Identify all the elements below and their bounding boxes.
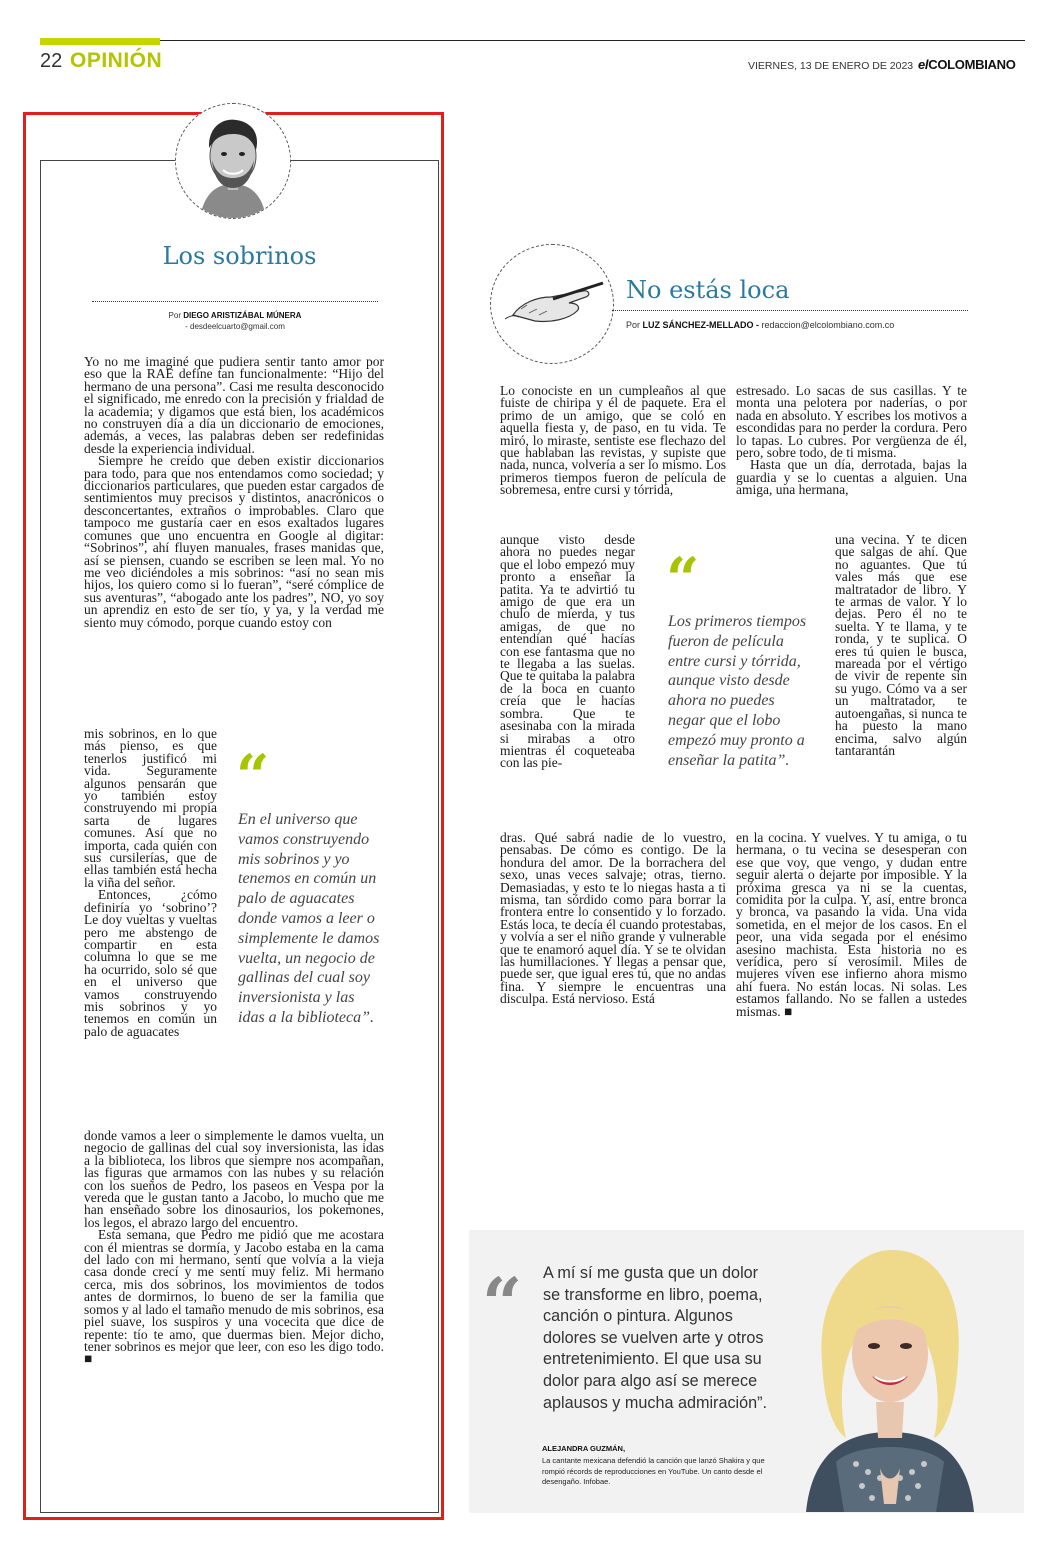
featured-quote: A mí sí me gusta que un dolor se transforme en libro, poema, canción o pintura. Algunos dolores se vuelven arte y otros entretenimiento. El que usa su dolor para algo así se merece aplausos y mucha admiración”. [543,1264,768,1412]
section-accent-bar [40,38,160,45]
paragraph: Siempre he creído que deben existir diccionarios para todo, para que nos entendamos como sociedad; y diccionarios particulares, que pueden estar cargados de sentimientos muy precisos y distintos, anacrónicos o desconcertantes, extraños o improbables. Claro que tampoco me gustaría caer en esos exaltados lugares comunes que uno encuentra en Google al digitar: “Sobrinos”, ahí fluyen manuales, frases manidas que, así se piensen, cuando se escriben se leen mal. Yo no me veo diciéndoles a mis sobrinos: “así no sean mis hijos, los quiero como si lo fueran”, “seré cómplice de sus aventuras”, “abogado ante los padres”, NO, yo soy un aprendiz en esto de ser tío, y ya, y la verdad me siento muy cómodo, porque cuando estoy con [84,453,384,630]
pull-quote: En el universo que vamos construyendo mis sobrinos y yo tenemos en común un palo de aguacates donde vamos a leer o simplemente le damos vuelta, un negocio de gallinas del cual soy inversionista y las idas a la biblioteca”. [238,811,380,1026]
article-title: Los sobrinos [162,242,317,270]
article-body-col2-bottom [736,832,967,1018]
article-title: No estás loca [626,276,790,304]
paragraph: Esta semana, que Pedro me pidió que me acostara con él mientras se dormía, y Jacobo estaba en la cama del lado con mi hermano, sentí que volvía a la vieja casa donde crecí y me sentí muy feliz. Mi hermano cerca, mis dos sobrinos, los movimientos de todos antes de dormirnos, lo bueno de ser la familia que somos y al lado el tamaño menudo de mis sobrinos, esa piel suave, los suspiros y una vocecita que dice de repente: tío te amo, que duermas bien. Mejor dicho, tener sobrinos es mejor que leer, con eso les digo todo. ■ [84,1227,384,1367]
section-title: OPINIÓN [70,49,163,72]
article-body-bottom [84,1130,384,1366]
article-body-col2-narrow [835,534,967,757]
paragraph: Yo no me imaginé que pudiera sentir tanto amor por eso que la RAE define tan funcionalmente: “Hijo del hermano de una persona”. Casi me resulta desconocido el significado, me enredo con la precisión y frialdad de la academia; y digamos que está bien, los académicos no construyen día a día un diccionario de emociones, además, a veces, las palabras deben ser redefinidas desde la experiencia individual. [84,354,384,456]
pen-hand-icon [490,244,614,364]
paragraph: donde vamos a leer o simplemente le damos vuelta, un negocio de gallinas del cual soy inversionista, las idas a la biblioteca, los libros que siempre nos acompañan, las figuras que armamos con las nubes y su relación con los sueños de Pedro, los paseos en Vespa por la vereda que le gustan tanto a Jacobo, lo mucho que me han enseñado sobre los dinosaurios, los pokemones, los legos, el abrazo largo del encuentro. [84,1128,384,1230]
article-body-narrow [84,728,217,1038]
newspaper-logo: elCOLOMBIANO [918,57,1016,72]
quote-mark-icon: “ [666,545,700,613]
paragraph: Entonces, ¿cómo definiría yo ‘sobrino’? Le doy vueltas y vueltas pero me abstengo de compartir en esta columna lo que se me ha ocurrido, solo sé que en el universo que vamos construyendo mis sobrinos y yo tenemos en común un palo de aguacates [84,887,217,1039]
paragraph: mis sobrinos, en lo que más pienso, es que tenerlos justificó mi vida. Seguramente algunos pensarán que yo también estoy construyendo mi propia sarta de lugares comunes. Así que no importa, cada quién con sus cursilerías, que de ellas también está hecha la viña del señor. [84,726,217,890]
page-number: 22 [40,50,63,72]
quote-mark-icon: “ [482,1262,523,1345]
paragraph: aunque visto desde ahora no puedes negar que el lobo empezó muy pronto a enseñar la patita. Ya te advirtió tu amigo de que era un chulo de mierda, y tus amigas, de que no entendían qué hacías con ese fantasma que no te llegaba a las suelas. Que te quitaba la palabra de la boca en cuanto creía que le hacías sombra. Que te asesinaba con la mirada si mirabas a otro mientras él coqueteaba con las pie- [500,532,635,771]
author-portrait [175,103,291,219]
quote-author: ALEJANDRA GUZMÁN, [542,1444,626,1453]
quote-mark-icon: “ [236,742,270,810]
article-body-col1-narrow [500,534,635,770]
dotted-divider [612,310,968,311]
paragraph: en la cocina. Y vuelves. Y tu amiga, o tu hermana, o tu vecina se desesperan con ese que voy, que vengo, y dudan entre seguir alerta o dejarte por imposible. Y la próxima gresca ya ni se la cuentas, comidita por la culpa. Y, así, entre bronca y bronca, va pasando la vida. Una vida sometida, en el mejor de los casos. En el peor, una vida segada por el enésimo asesino machista. Esta historia no es verídica, pero sí verosímil. Miles de mujeres viven ese infierno ahora mismo ahí fuera. No están locas. Ni solas. Les estamos fallando. No se fallen a ustedes mismas. ■ [736,830,967,1019]
header-rule [40,40,1025,41]
paragraph: dras. Qué sabrá nadie de lo vuestro, pensabas. De cómo es contigo. De la hondura del amor. De la borrachera del sexo, unas veces salvaje; otras, tierno. Demasiadas, y esto te lo niegas hasta a ti misma, tan sórdido como para borrar la frontera entre lo consentido y lo forzado. Estás loca, te decía él cuando protestabas, y volvía a ser el niño grande y vulnerable que te enamoró aquel día. Y se te olvidan las humillaciones. Y llegas a pensar que, puede ser, que igual eres tú, que no andas fina. Y siempre le encuentras una disculpa. Está nervioso. Está [500,830,726,1007]
pull-quote: Los primeros tiempos fueron de película entre cursi y tórrida, aunque visto desde ahora no puedes negar que el lobo empezó muy pronto a enseñar la patita”. [668,613,807,769]
paragraph: Lo conociste en un cumpleaños al que fuiste de chiripa y él de paquete. Era el primo de un amigo, que se coló en aquella fiesta y, de paso, en tu vida. Te miró, lo miraste, sentiste ese flechazo del que hablaban las revistas, y supiste que nada, nunca, volvería a ser lo mismo. Los primeros tiempos fueron de película de sobremesa, entre cursi y tórrida, [500,383,726,498]
article-body-col1-bottom [500,832,726,1006]
paragraph: una vecina. Y te dicen que salgas de ahí. Que no aguantes. Que tú vales más que ese maltratador de libro. Y te armas de valor. Y lo dejas. Pero él no te suelta. Y te llama, y te ronda, y te suplica. O eres tú quien le busca, mareada por el vértigo de vivir de repente sin su yugo. Cómo va a ser un maltratador, te autoengañas, si nunca te ha puesto la mano encima, salvo algún tantarantán [835,532,967,758]
paragraph: Hasta que un día, derrotada, bajas la guardia y se lo cuentas a alguien. Una amiga, una hermana, [736,457,967,498]
article-body-top [84,356,384,629]
article-byline: Por DIEGO ARISTIZÁBAL MÚNERA - desdeelcuarto@gmail.com [168,311,302,331]
article-byline: Por LUZ SÁNCHEZ-MELLADO - redaccion@elcolombiano.com.co [626,320,895,330]
article-body-col2-top [736,385,967,497]
dotted-divider [92,301,378,302]
singer-photo [776,1242,1004,1512]
article-body-col1-top [500,385,726,497]
paragraph: estresado. Lo sacas de sus casillas. Y te monta una pelotera por naderías, o por nada en absoluto. Y escribes los motivos a escondidas para no perder la cordura. Pero lo tapas. Lo cubres. Por vergüenza de él, pero, sobre todo, de ti misma. [736,383,967,461]
quote-caption: La cantante mexicana defendió la canción que lanzó Shakira y que rompió récords de reproducciones en YouTube. Un canto desde el desengaño. Infobae. [542,1456,765,1486]
issue-date: VIERNES, 13 DE ENERO DE 2023 [748,60,914,72]
